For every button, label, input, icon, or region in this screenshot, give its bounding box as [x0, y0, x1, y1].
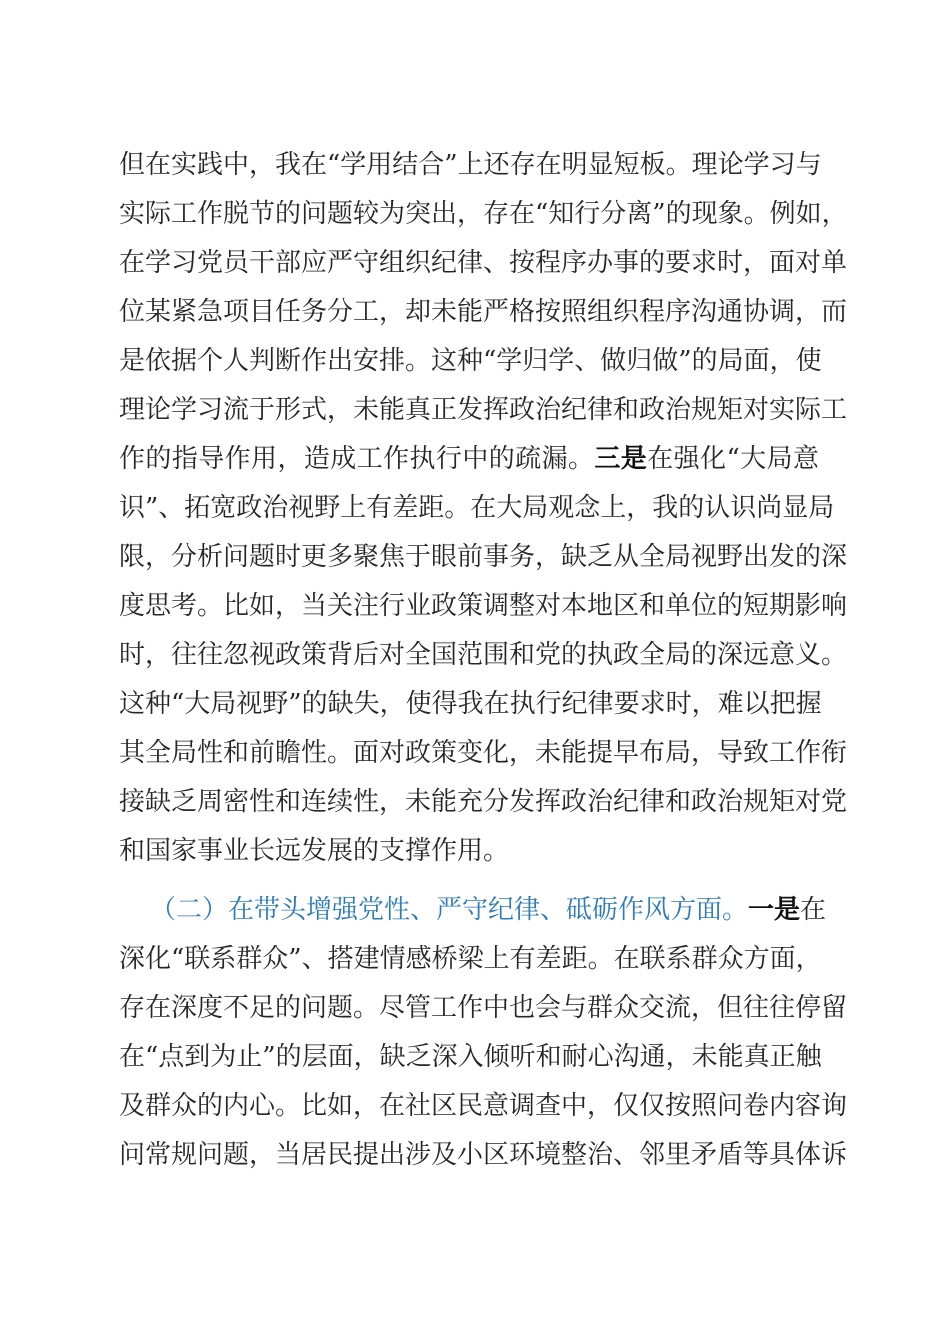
- text-line: 度思考。比如，当关注行业政策调整对本地区和单位的短期影响: [119, 591, 848, 621]
- section-heading: （二）在带头增强党性、严守纪律、砥砺作风方面。: [150, 895, 749, 925]
- text-line: 其全局性和前瞻性。面对政策变化，未能提早布局，导致工作衔: [119, 738, 848, 768]
- text-line: 问常规问题，当居民提出涉及小区环境整治、邻里矛盾等具体诉: [119, 1140, 848, 1170]
- text-line: 但在实践中，我在“学用结合”上还存在明显短板。理论学习与: [119, 150, 822, 180]
- text-line: 在学习党员干部应严守组织纪律、按程序办事的要求时，面对单: [119, 248, 848, 278]
- text-segment: 在: [800, 895, 827, 925]
- text-line: 理论学习流于形式，未能真正发挥政治纪律和政治规矩对实际工: [119, 395, 848, 425]
- text-line: 位某紧急项目任务分工，却未能严格按照组织程序沟通协调，而: [119, 297, 848, 327]
- text-line: 这种“大局视野”的缺失，使得我在执行纪律要求时，难以把握: [119, 689, 822, 719]
- text-line: 接缺乏周密性和连续性，未能充分发挥政治纪律和政治规矩对党: [119, 787, 848, 817]
- text-line: 时，往往忽视政策背后对全国范围和党的执政全局的深远意义。: [119, 640, 848, 670]
- text-line: 在“点到为止”的层面，缺乏深入倾听和耐心沟通，未能真正触: [119, 1042, 822, 1072]
- text-line: 限，分析问题时更多聚焦于眼前事务，缺乏从全局视野出发的深: [119, 542, 848, 572]
- bold-marker: 一是: [748, 895, 801, 925]
- text-line: [119, 439, 819, 479]
- text-line: 及群众的内心。比如，在社区民意调查中，仅仅按照问卷内容询: [119, 1091, 848, 1121]
- section-heading-line: [150, 890, 827, 930]
- text-line: 实际工作脱节的问题较为突出，存在“知行分离”的现象。例如，: [119, 199, 848, 229]
- text-segment: 在强化“大局意: [647, 444, 819, 474]
- bold-marker: 三是: [594, 444, 648, 474]
- text-segment: 作的指导作用，造成工作执行中的疏漏。: [119, 444, 595, 474]
- text-line: 识”、拓宽政治视野上有差距。在大局观念上，我的认识尚显局: [119, 493, 835, 523]
- text-line: 深化“联系群众”、搭建情感桥梁上有差距。在联系群众方面，: [119, 944, 822, 974]
- text-line: 存在深度不足的问题。尽管工作中也会与群众交流，但往往停留: [119, 993, 848, 1023]
- text-line: 是依据个人判断作出安排。这种“学归学、做归做”的局面，使: [119, 346, 822, 376]
- text-line: 和国家事业长远发展的支撑作用。: [119, 836, 510, 866]
